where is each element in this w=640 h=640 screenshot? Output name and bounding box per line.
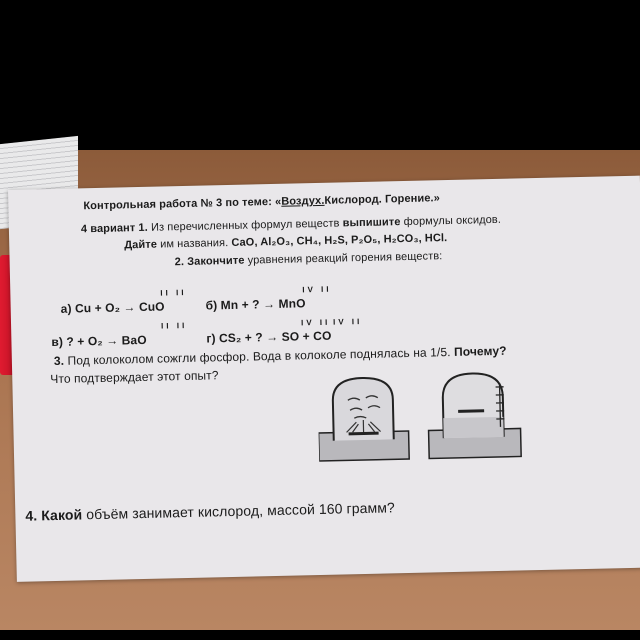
task3-line2: Что подтверждает этот опыт? [50,368,219,387]
task1-line2: Дайте им названия. CaO, Al₂O₃, CH₄, H₂S, P₂O₅, H₂CO₃, HCl. [124,232,448,252]
equation-b: б) Mn + ? → MnO [205,296,306,313]
task3-line1: 3. Под колоколом сожгли фосфор. Вода в колоколе поднялась на 1/5. Почему? [53,343,507,369]
valence-v: II II [161,320,188,331]
valence-g1: IV II [300,317,331,328]
title-underlined: Воздух. [281,194,325,208]
equation-a: а) Cu + O₂ → CuO [60,299,165,316]
task1-label: 4 вариант 1. [80,221,149,236]
task4-line: 4. Какой объём занимает кислород, массой 160 грамм? [25,499,396,524]
bell-jar-left [317,377,409,461]
equation-v: в) ? + O₂ → BaO [51,332,147,350]
bell-jar-right [427,372,521,458]
task3-question: Почему? [453,343,507,359]
equation-g: г) CS₂ + ? → SO + CO [206,328,332,346]
formula-list: CaO, Al₂O₃, CH₄, H₂S, P₂O₅, H₂CO₃, HCl. [231,232,448,249]
task2-line: 2. Закончите уравнения реакций горения веществ: [174,250,443,269]
bell-jar-figure [317,366,539,467]
valence-a: II II [160,287,187,298]
worksheet-title: Контрольная работа № 3 по теме: «Воздух.Кислород. Горение.» [83,192,440,213]
valence-g2: IV II [332,316,363,327]
task1-line1: 4 вариант 1. Из перечисленных формул веществ выпишите формулы оксидов. [80,213,502,236]
task4-label: 4. Какой [25,506,83,524]
valence-b: IV II [302,284,332,295]
task3-label: 3. [53,353,65,369]
task2-label: 2. Закончите [174,254,245,269]
worksheet [8,176,640,582]
